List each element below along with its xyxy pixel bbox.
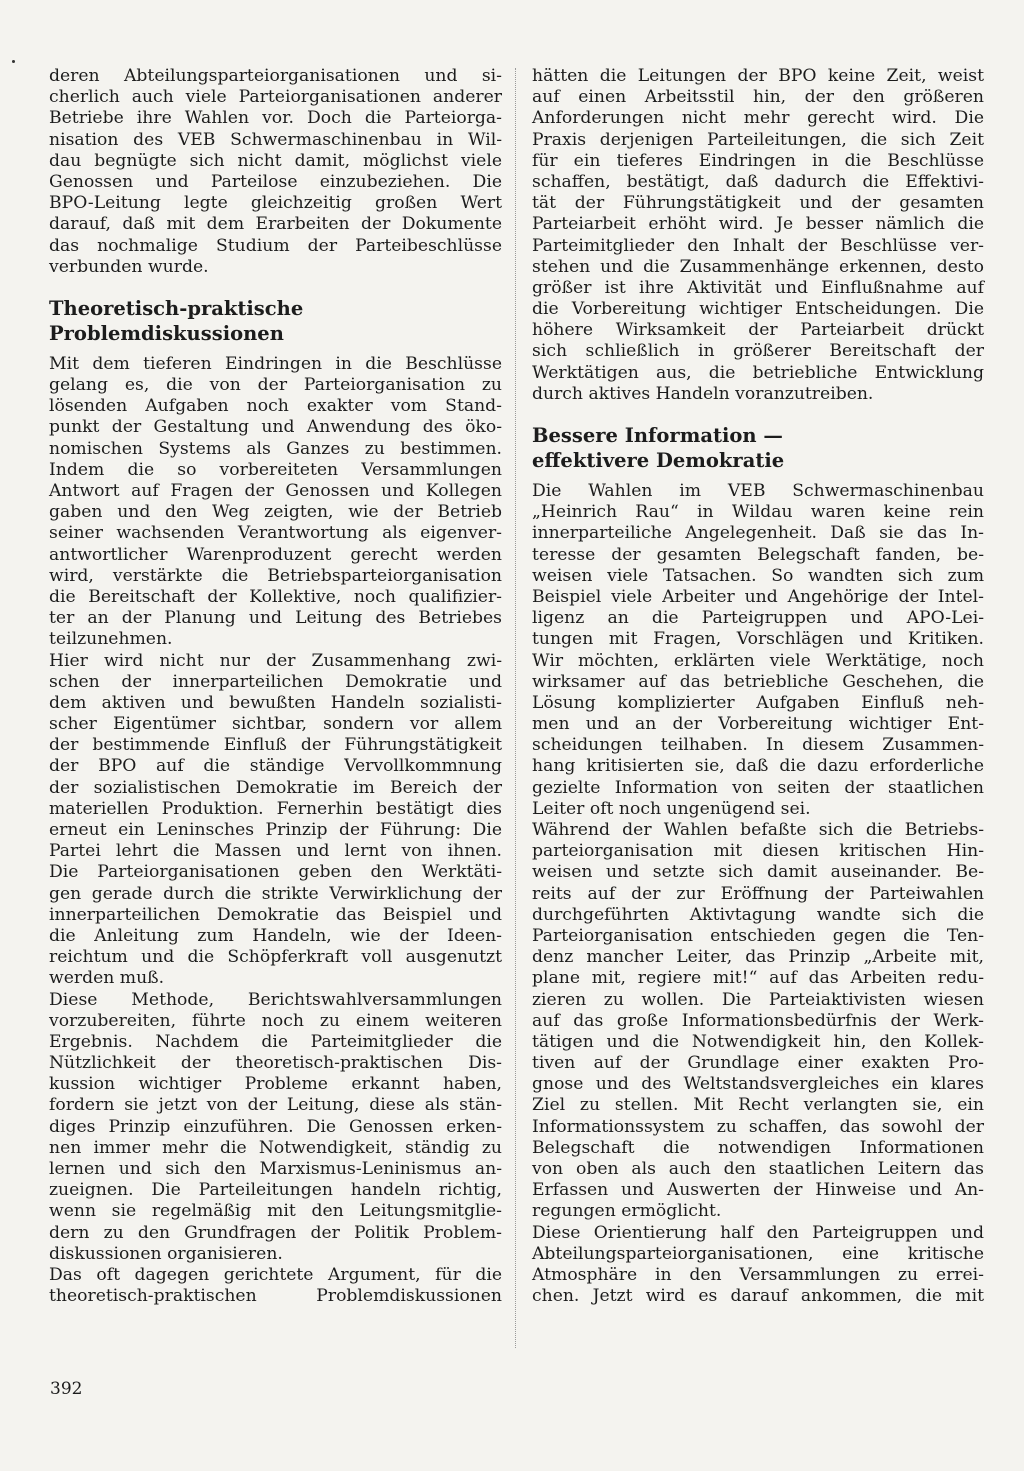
paragraph <box>49 651 502 990</box>
text-line: wenn sie regelmäßig mit den Leitungsmitglie- <box>49 1201 502 1222</box>
text-line: Wir möchten, erklärten viele Werktätige, noch <box>532 650 984 671</box>
text-line: wird, verstärkte die Betriebsparteiorganisation <box>49 565 502 586</box>
text-line: reichtum und die Schöpferkraft voll ausgenutzt <box>49 947 502 968</box>
text-line: die Vorbereitung wichtiger Entscheidungen. Die <box>532 299 984 320</box>
text-line: teresse der gesamten Belegschaft fanden, be- <box>532 544 984 565</box>
text-line: Abteilungsparteiorganisationen, eine kritische <box>532 1243 984 1264</box>
section-heading <box>49 296 502 346</box>
text-line: men und an der Vorbereitung wichtiger Ent- <box>532 714 984 735</box>
right-column <box>532 66 984 1307</box>
text-line: cherlich auch viele Parteiorganisationen anderer <box>49 87 502 108</box>
paragraph <box>49 66 502 278</box>
heading-line: Bessere Information — <box>532 424 783 447</box>
text-line: tiven auf der Grundlage einer exakten Pro- <box>532 1053 984 1074</box>
text-line: denz mancher Leiter, das Prinzip „Arbeite mit, <box>532 947 984 968</box>
text-line: chen. Jetzt wird es darauf ankommen, die mit <box>532 1286 984 1307</box>
text-line: Während der Wahlen befaßte sich die Betriebs- <box>532 820 984 840</box>
text-line: Genossen und Parteilose einzubeziehen. Die <box>49 171 502 192</box>
text-line: die Anleitung zum Handeln, wie der Ideen- <box>49 925 502 946</box>
heading-line: effektivere Demokratie <box>532 449 785 472</box>
text-line: Informationssystem zu schaffen, das sowohl der <box>532 1116 984 1137</box>
paragraph <box>532 66 984 405</box>
text-line: Nützlichkeit der theoretisch-praktischen Dis- <box>49 1053 502 1074</box>
text-line: zueignen. Die Parteileitungen handeln richtig, <box>49 1180 502 1201</box>
text-line: zieren zu wollen. Die Parteiaktivisten wiesen <box>532 989 984 1010</box>
text-line: parteiorganisation mit diesen kritischen Hin- <box>532 841 984 862</box>
scan-speck <box>12 60 15 63</box>
text-line: ter an der Planung und Leitung des Betriebes <box>49 608 502 629</box>
text-line: hang kritisierten sie, daß die dazu erforderliche <box>532 756 984 777</box>
text-line: höhere Wirksamkeit der Parteiarbeit drückt <box>532 320 984 341</box>
text-line: sich schließlich in größerer Bereitschaft der <box>532 341 984 362</box>
column-divider <box>515 68 516 1348</box>
text-line: plane mit, regiere mit!“ auf das Arbeiten redu- <box>532 968 984 989</box>
text-line: nen immer mehr die Notwendigkeit, ständig zu <box>49 1137 502 1158</box>
paragraph <box>532 1223 984 1308</box>
text-line: weisen viele Tatsachen. So wandten sich zum <box>532 565 984 586</box>
text-line: Antwort auf Fragen der Genossen und Kollegen <box>49 481 502 501</box>
text-line: Diese Orientierung half den Parteigruppen und <box>532 1222 984 1243</box>
text-line: regungen ermöglicht. <box>532 1201 722 1222</box>
text-line: Parteiarbeit erhöht wird. Je besser nämlich die <box>532 214 984 235</box>
text-line: Hier wird nicht nur der Zusammenhang zwi- <box>49 650 502 671</box>
text-line: scheidungen teilhaben. In diesem Zusammen- <box>532 735 984 756</box>
text-line: materiellen Produktion. Fernerhin bestätigt dies <box>49 798 502 819</box>
text-line: der bestimmende Einfluß der Führungstätigkeit <box>49 735 502 756</box>
text-line: Parteiorganisation entschieden gegen die Ten- <box>532 925 984 946</box>
text-line: schen der innerparteilichen Demokratie und <box>49 671 502 692</box>
left-column <box>49 66 502 1307</box>
heading-line: Problemdiskussionen <box>49 321 284 345</box>
text-line: diskussionen organisieren. <box>49 1243 283 1264</box>
heading-line: Theoretisch-praktische <box>49 296 304 320</box>
text-line: innerparteilichen Demokratie das Beispiel und <box>49 904 502 925</box>
text-line: stehen und die Zusammenhänge erkennen, desto <box>532 256 984 277</box>
text-line: größer ist ihre Aktivität und Einflußnahme auf <box>532 277 984 298</box>
text-line: gen gerade durch die strikte Verwirklichung der <box>49 883 502 904</box>
text-line: schaffen, bestätigt, daß dadurch die Effektivi- <box>532 171 984 192</box>
text-line: Lösung komplizierter Aufgaben Einfluß neh- <box>532 692 984 713</box>
text-line: hätten die Leitungen der BPO keine Zeit, weist <box>532 66 984 86</box>
text-line: Betriebe ihre Wahlen vor. Doch die Parteiorga- <box>49 108 502 129</box>
section-heading <box>532 423 984 473</box>
text-line: diges Prinzip einzuführen. Die Genossen erken- <box>49 1116 502 1137</box>
text-line: gezielte Information von seiten der staatlichen <box>532 777 984 798</box>
text-line: nisation des VEB Schwermaschinenbau in Wil- <box>49 129 502 150</box>
text-line: dau begnügte sich nicht damit, möglichst viele <box>49 150 502 171</box>
paragraph <box>49 990 502 1265</box>
text-line: für ein tieferes Eindringen in die Beschlüsse <box>532 150 984 171</box>
text-line: Beispiel viele Arbeiter und Angehörige der Intel- <box>532 586 984 607</box>
text-line: antwortlicher Warenproduzent gerecht werden <box>49 544 502 565</box>
text-line: nomischen Systems als Ganzes zu bestimmen. <box>49 438 502 459</box>
text-line: BPO-Leitung legte gleichzeitig großen Wert <box>49 193 502 214</box>
text-line: reits auf der zur Eröffnung der Parteiwahlen <box>532 883 984 904</box>
text-line: das nochmalige Studium der Parteibeschlüsse <box>49 235 502 256</box>
text-line: Leiter oft noch ungenügend sei. <box>532 798 811 819</box>
text-line: tungen mit Fragen, Vorschlägen und Kritiken. <box>532 629 984 650</box>
text-line: wirksamer auf das betriebliche Geschehen, die <box>532 671 984 692</box>
text-line: Anforderungen nicht mehr gerecht wird. Die <box>532 108 984 129</box>
text-line: Ziel zu stellen. Mit Recht verlangten sie, ein <box>532 1095 984 1116</box>
paragraph <box>532 481 984 820</box>
text-line: deren Abteilungsparteiorganisationen und si- <box>49 66 502 86</box>
text-line: Mit dem tieferen Eindringen in die Beschlüsse <box>49 353 502 374</box>
text-line: Ergebnis. Nachdem die Parteimitglieder die <box>49 1031 502 1052</box>
text-line: verbunden wurde. <box>49 256 209 277</box>
text-line: von oben als auch den staatlichen Leitern das <box>532 1159 984 1179</box>
text-line: durchgeführten Aktivtagung wandte sich die <box>532 904 984 925</box>
text-line: vorzubereiten, führte noch zu einem weiteren <box>49 1010 502 1031</box>
text-line: dern zu den Grundfragen der Politik Problem- <box>49 1222 502 1243</box>
text-line: lernen und sich den Marxismus-Leninismus an- <box>49 1159 502 1179</box>
text-line: der BPO auf die ständige Vervollkommnung <box>49 756 502 777</box>
text-line: Diese Methode, Berichtswahlversammlungen <box>49 989 502 1010</box>
text-line: Atmosphäre in den Versammlungen zu errei- <box>532 1264 984 1285</box>
text-line: fordern sie jetzt von der Leitung, diese als stän- <box>49 1095 502 1116</box>
text-line: Die Wahlen im VEB Schwermaschinenbau <box>532 481 984 501</box>
text-line: Parteimitglieder den Inhalt der Beschlüsse ver- <box>532 235 984 256</box>
text-line: erneut ein Leninsches Prinzip der Führung: Die <box>49 820 502 840</box>
text-line: gaben und den Weg zeigten, wie der Betrieb <box>49 502 502 523</box>
text-line: ligenz an die Parteigruppen und APO-Lei- <box>532 608 984 629</box>
text-line: auf einen Arbeitsstil hin, der den größeren <box>532 87 984 108</box>
text-line: gnose und des Weltstandsvergleiches ein klares <box>532 1074 984 1095</box>
text-line: weisen und setzte sich damit auseinander. Be- <box>532 862 984 883</box>
text-line: Partei lehrt die Massen und lernt von ihnen. <box>49 841 502 862</box>
text-line: scher Eigentümer sichtbar, sondern vor allem <box>49 714 502 735</box>
text-line: seiner wachsenden Verantwortung als eigenver- <box>49 523 502 544</box>
text-line: Das oft dagegen gerichtete Argument, für die <box>49 1264 502 1285</box>
text-line: Die Parteiorganisationen geben den Werktäti- <box>49 862 502 883</box>
text-line: darauf, daß mit dem Erarbeiten der Dokumente <box>49 214 502 235</box>
text-line: werden muß. <box>49 968 165 989</box>
text-line: gelang es, die von der Parteiorganisation zu <box>49 375 502 396</box>
text-line: tät der Führungstätigkeit und der gesamten <box>532 193 984 214</box>
text-line: auf das große Informationsbedürfnis der Werk- <box>532 1010 984 1031</box>
text-line: Belegschaft die notwendigen Informationen <box>532 1137 984 1158</box>
paragraph <box>49 354 502 651</box>
text-line: durch aktives Handeln voranzutreiben. <box>532 383 874 404</box>
text-line: teilzunehmen. <box>49 629 173 650</box>
text-line: „Heinrich Rau“ in Wildau waren keine rein <box>532 502 984 523</box>
text-line: Indem die so vorbereiteten Versammlungen <box>49 459 502 480</box>
text-line: dem aktiven und bewußten Handeln sozialisti- <box>49 692 502 713</box>
page-number: 392 <box>50 1379 83 1399</box>
text-line: tätigen und die Notwendigkeit hin, den Kollek- <box>532 1031 984 1052</box>
text-line: Praxis derjenigen Parteileitungen, die sich Zeit <box>532 129 984 150</box>
text-line: lösenden Aufgaben noch exakter vom Stand- <box>49 396 502 417</box>
text-line: die Bereitschaft der Kollektive, noch qualifizier- <box>49 586 502 607</box>
paragraph <box>49 1265 502 1307</box>
text-line: theoretisch-praktischen Problemdiskussionen <box>49 1286 502 1307</box>
paragraph <box>532 820 984 1223</box>
text-line: kussion wichtiger Probleme erkannt haben, <box>49 1074 502 1095</box>
text-line: innerparteiliche Angelegenheit. Daß sie das In- <box>532 523 984 544</box>
text-line: der sozialistischen Demokratie im Bereich der <box>49 777 502 798</box>
text-line: punkt der Gestaltung und Anwendung des öko- <box>49 417 502 438</box>
text-line: Erfassen und Auswerten der Hinweise und An- <box>532 1180 984 1201</box>
text-line: Werktätigen aus, die betriebliche Entwicklung <box>532 362 984 383</box>
